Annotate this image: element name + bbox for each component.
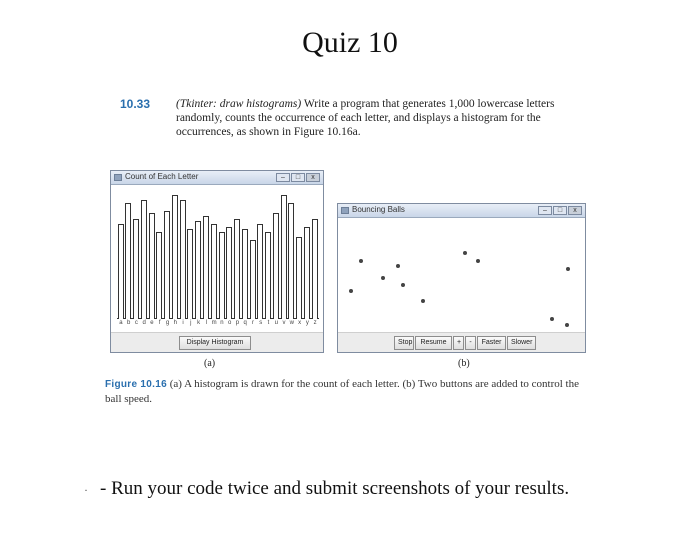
- balls-titlebar: [338, 204, 585, 218]
- subfigure-label-b: (b): [458, 358, 470, 369]
- histogram-bar-j: [187, 229, 193, 319]
- histogram-bar-d: [141, 200, 147, 319]
- histogram-letter-s: s: [259, 320, 263, 326]
- balls-control-bar: [338, 332, 585, 352]
- ball: [476, 259, 480, 263]
- window-app-icon: [341, 207, 349, 214]
- exercise-heading: (Tkinter: draw histograms): [176, 98, 302, 110]
- maximize-icon[interactable]: □: [553, 206, 567, 215]
- histogram-bar-e: [149, 213, 155, 319]
- exercise-body: Write a program that generates 1,000 lowercase letters randomly, counts the occurrence of each letter, and displays a histogram for the occurrences, as shown in Figure 10.16a.: [176, 98, 555, 138]
- histogram-bar-i: [180, 200, 186, 319]
- histogram-letter-e: e: [150, 320, 154, 326]
- minus-button[interactable]: -: [465, 336, 476, 350]
- balls-window-title: Bouncing Balls: [352, 205, 405, 214]
- ball: [463, 251, 467, 255]
- histogram-letter-f: f: [158, 320, 161, 326]
- histogram-bar-u: [273, 213, 279, 319]
- minimize-icon[interactable]: –: [538, 206, 552, 215]
- ball: [396, 264, 400, 268]
- bouncing-balls-window: [337, 203, 586, 353]
- ball: [359, 259, 363, 263]
- histogram-bar-s: [257, 224, 263, 319]
- ball: [565, 323, 569, 327]
- histogram-letter-i: i: [182, 320, 184, 326]
- histogram-letter-o: o: [227, 320, 232, 326]
- figure-caption: [105, 377, 595, 406]
- histogram-bar-w: [288, 203, 294, 319]
- faster-button[interactable]: Faster: [477, 336, 506, 350]
- window-controls: [538, 206, 582, 215]
- histogram-bar-a: [118, 224, 124, 319]
- histogram-letter-z: z: [313, 320, 317, 326]
- bullet-icon: ·: [84, 482, 88, 497]
- histogram-letter-t: t: [267, 320, 270, 326]
- close-icon[interactable]: x: [568, 206, 582, 215]
- histogram-letter-q: q: [243, 320, 247, 326]
- instruction-text: - Run your code twice and submit screenshots of your results.: [100, 478, 570, 499]
- resume-button[interactable]: Resume: [415, 336, 452, 350]
- histogram-letter-g: g: [165, 320, 170, 326]
- subfigure-label-a: (a): [204, 358, 216, 369]
- histogram-letter-p: p: [235, 320, 240, 326]
- histogram-bar-c: [133, 219, 139, 319]
- histogram-letter-d: d: [142, 320, 146, 326]
- histogram-window: [110, 170, 324, 353]
- histogram-letter-c: c: [134, 320, 138, 326]
- ball: [566, 267, 570, 271]
- histogram-bar-q: [242, 229, 248, 319]
- slower-button[interactable]: Slower: [507, 336, 536, 350]
- histogram-control-bar: [111, 332, 323, 352]
- page-title: Quiz 10: [302, 26, 398, 59]
- instruction: [84, 476, 604, 503]
- histogram-bar-m: [211, 224, 217, 319]
- histogram-bar-n: [219, 232, 225, 319]
- figure-caption-text: (a) A histogram is drawn for the count of each letter. (b) Two buttons are added to control the ball speed.: [105, 378, 579, 405]
- window-controls: [276, 173, 320, 182]
- histogram-bar-l: [203, 216, 209, 319]
- histogram-bar-v: [281, 195, 287, 319]
- histogram-letter-b: b: [126, 320, 131, 326]
- ball: [421, 299, 425, 303]
- ball: [381, 276, 385, 280]
- histogram-bar-k: [195, 221, 201, 319]
- exercise-block: [120, 97, 600, 139]
- ball: [550, 317, 554, 321]
- histogram-bar-b: [125, 203, 131, 319]
- histogram-canvas: [117, 189, 319, 319]
- plus-button[interactable]: +: [453, 336, 464, 350]
- exercise-text: [176, 97, 600, 139]
- histogram-bar-z: [312, 219, 318, 319]
- histogram-bar-t: [265, 232, 271, 319]
- histogram-bar-h: [172, 195, 178, 319]
- ball: [349, 289, 353, 293]
- histogram-window-title: Count of Each Letter: [125, 172, 199, 181]
- close-icon[interactable]: x: [306, 173, 320, 182]
- histogram-bar-f: [156, 232, 162, 319]
- histogram-bar-p: [234, 219, 240, 319]
- stop-button[interactable]: Stop: [394, 336, 414, 350]
- histogram-letter-m: m: [211, 320, 217, 326]
- histogram-letter-w: w: [289, 320, 294, 326]
- histogram-letter-u: u: [274, 320, 278, 326]
- histogram-letter-y: y: [305, 320, 309, 326]
- exercise-number: 10.33: [120, 97, 151, 111]
- histogram-bar-x: [296, 237, 302, 319]
- histogram-bar-g: [164, 211, 170, 319]
- histogram-letter-j: j: [190, 320, 192, 326]
- window-app-icon: [114, 174, 122, 181]
- histogram-letter-h: h: [173, 320, 177, 326]
- histogram-letter-labels: [117, 320, 319, 329]
- histogram-letter-x: x: [298, 320, 302, 326]
- histogram-letter-v: v: [282, 320, 286, 326]
- display-histogram-button[interactable]: Display Histogram: [179, 336, 251, 350]
- histogram-bar-o: [226, 227, 232, 319]
- histogram-bar-r: [250, 240, 256, 319]
- minimize-icon[interactable]: –: [276, 173, 290, 182]
- balls-canvas: [339, 219, 584, 332]
- histogram-letter-r: r: [251, 320, 254, 326]
- maximize-icon[interactable]: □: [291, 173, 305, 182]
- ball: [401, 283, 405, 287]
- histogram-letter-n: n: [220, 320, 224, 326]
- histogram-letter-k: k: [197, 320, 201, 326]
- figure-label: Figure 10.16: [105, 379, 167, 390]
- histogram-letter-l: l: [205, 320, 207, 326]
- histogram-letter-a: a: [119, 320, 123, 326]
- histogram-bar-y: [304, 227, 310, 319]
- histogram-titlebar: [111, 171, 323, 185]
